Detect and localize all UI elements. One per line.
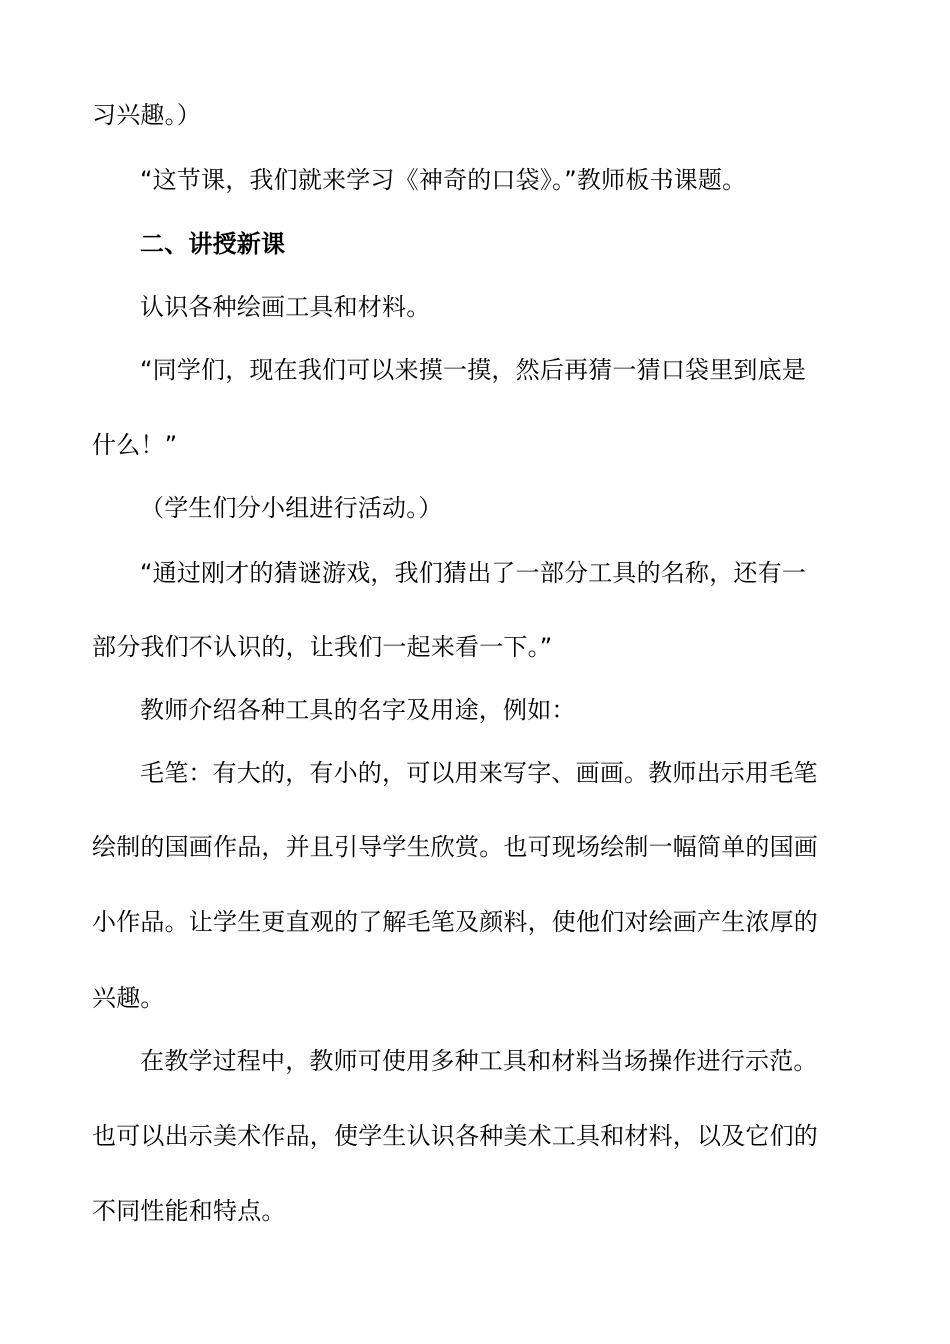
section-heading: 二、讲授新课 bbox=[140, 230, 286, 258]
paragraph-line: 毛笔：有大的，有小的，可以用来写字、画画。教师出示用毛笔 bbox=[140, 759, 818, 787]
paragraph-line: 教师介绍各种工具的名字及用途，例如： bbox=[140, 696, 576, 724]
paragraph-line: （学生们分小组进行活动。） bbox=[140, 494, 443, 522]
paragraph-line: 也可以出示美术作品，使学生认识各种美术工具和材料，以及它们的 bbox=[92, 1122, 818, 1150]
paragraph-line: 部分我们不认识的，让我们一起来看一下。” bbox=[92, 633, 553, 661]
paragraph-line: “通过刚才的猜谜游戏，我们猜出了一部分工具的名称，还有一 bbox=[140, 559, 807, 587]
paragraph-line: 习兴趣。） bbox=[92, 101, 201, 129]
paragraph-line: “同学们，现在我们可以来摸一摸，然后再猜一猜口袋里到底是 bbox=[140, 356, 807, 384]
paragraph-line: 兴趣。 bbox=[92, 984, 165, 1012]
paragraph-line: 什么！” bbox=[92, 431, 178, 459]
paragraph-line: 小作品。让学生更直观的了解毛笔及颜料，使他们对绘画产生浓厚的 bbox=[92, 908, 818, 936]
paragraph-line: 绘制的国画作品，并且引导学生欣赏。也可现场绘制一幅简单的国画 bbox=[92, 833, 818, 861]
paragraph-line: 在教学过程中，教师可使用多种工具和材料当场操作进行示范。 bbox=[140, 1047, 818, 1075]
paragraph-line: 认识各种绘画工具和材料。 bbox=[140, 293, 431, 321]
paragraph-line: “这节课，我们就来学习《神奇的口袋》。”教师板书课题。 bbox=[140, 166, 747, 194]
paragraph-line: 不同性能和特点。 bbox=[92, 1197, 286, 1225]
